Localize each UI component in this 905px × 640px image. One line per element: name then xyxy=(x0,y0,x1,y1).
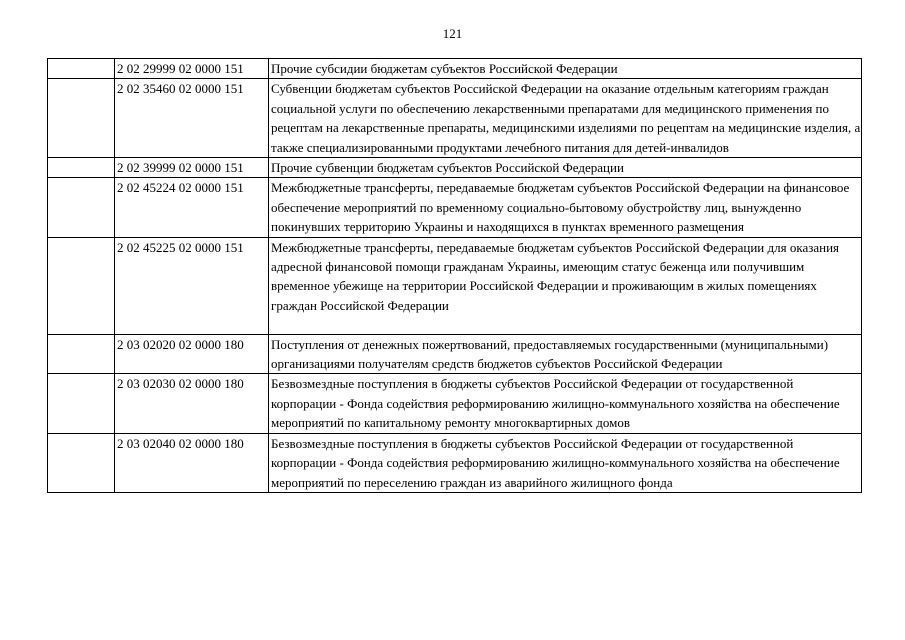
budget-code-cell: 2 02 45225 02 0000 151 xyxy=(115,237,269,334)
revenue-name-cell: Прочие субсидии бюджетам субъектов Российской Федерации xyxy=(269,59,862,79)
admin-code-cell xyxy=(48,433,115,492)
table-row xyxy=(48,334,862,374)
table-row xyxy=(48,178,862,237)
table-row xyxy=(48,237,862,334)
revenue-name-cell: Прочие субвенции бюджетам субъектов Российской Федерации xyxy=(269,158,862,178)
admin-code-cell xyxy=(48,178,115,237)
table-row xyxy=(48,158,862,178)
revenue-name-cell: Межбюджетные трансферты, передаваемые бюджетам субъектов Российской Федерации на финансовое обеспечение мероприятий по временному социально-бытовому обустройству лиц, вынужденно покинувших территорию Украины и находящихся в пунктах временного размещения xyxy=(269,178,862,237)
admin-code-cell xyxy=(48,79,115,158)
budget-code-cell: 2 03 02040 02 0000 180 xyxy=(115,433,269,492)
admin-code-cell xyxy=(48,59,115,79)
admin-code-cell xyxy=(48,374,115,433)
revenue-name-cell: Безвозмездные поступления в бюджеты субъектов Российской Федерации от государственной корпорации - Фонда содействия реформированию жилищно-коммунального хозяйства на обеспечение мероприятий по капитальному ремонту многоквартирных домов xyxy=(269,374,862,433)
budget-code-cell: 2 03 02020 02 0000 180 xyxy=(115,334,269,374)
admin-code-cell xyxy=(48,334,115,374)
table-row xyxy=(48,433,862,492)
budget-code-table xyxy=(47,58,862,493)
budget-code-cell: 2 02 39999 02 0000 151 xyxy=(115,158,269,178)
table-row xyxy=(48,374,862,433)
revenue-name-cell: Межбюджетные трансферты, передаваемые бюджетам субъектов Российской Федерации для оказания адресной финансовой помощи гражданам Украины, имеющим статус беженца или получившим временное убежище на территории Российской Федерации и проживающим в жилых помещениях граждан Российской Федерации xyxy=(269,237,862,334)
admin-code-cell xyxy=(48,237,115,334)
budget-code-cell: 2 02 29999 02 0000 151 xyxy=(115,59,269,79)
budget-code-cell: 2 03 02030 02 0000 180 xyxy=(115,374,269,433)
page-number: 121 xyxy=(442,26,463,41)
admin-code-cell xyxy=(48,158,115,178)
revenue-name-cell: Безвозмездные поступления в бюджеты субъектов Российской Федерации от государственной корпорации - Фонда содействия реформированию жилищно-коммунального хозяйства на обеспечение мероприятий по переселению граждан из аварийного жилищного фонда xyxy=(269,433,862,492)
table-row xyxy=(48,59,862,79)
table-row xyxy=(48,79,862,158)
budget-code-cell: 2 02 45224 02 0000 151 xyxy=(115,178,269,237)
budget-code-cell: 2 02 35460 02 0000 151 xyxy=(115,79,269,158)
revenue-name-cell: Поступления от денежных пожертвований, предоставляемых государственными (муниципальными) организациями получателям средств бюджетов субъектов Российской Федерации xyxy=(269,334,862,374)
revenue-name-cell: Субвенции бюджетам субъектов Российской Федерации на оказание отдельным категориям граждан социальной услуги по обеспечению лекарственными препаратами для медицинского применения по рецептам на лекарственные препараты, медицинскими изделиями по рецептам на медицинские изделия, а также специализированными продуктами лечебного питания для детей-инвалидов xyxy=(269,79,862,158)
